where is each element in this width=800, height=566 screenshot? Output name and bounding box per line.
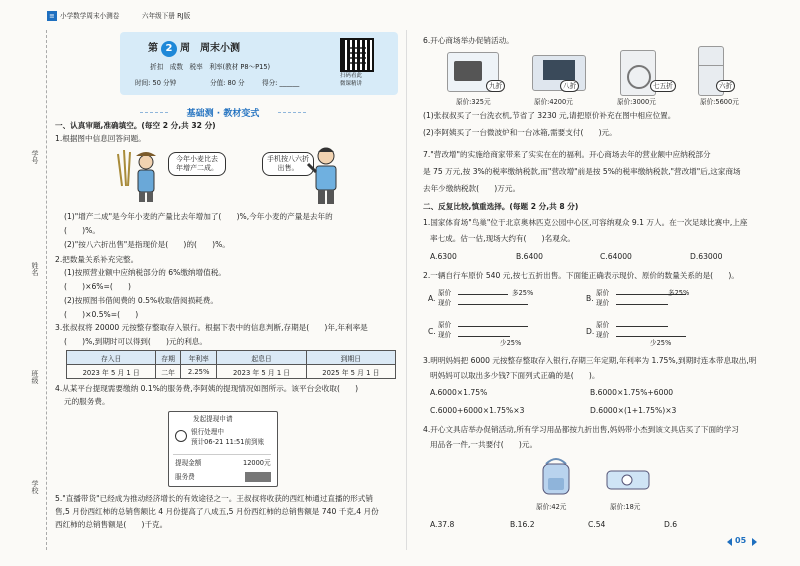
- deposit-table: [66, 350, 396, 379]
- table-header: 存入日: [67, 351, 156, 365]
- card-expected: 预计06-21 11:51前到账: [191, 438, 265, 446]
- q1-1-line2: ( )%。: [64, 226, 100, 235]
- student-number-label: 学号: [31, 150, 39, 164]
- q9c-less-note: 少25%: [500, 339, 522, 347]
- farmer-speech-bubble: 今年小麦比去年增产二成。: [168, 152, 226, 176]
- topics-line: 折扣 成数 税率 利率(教材 P8～P15): [150, 63, 271, 71]
- q2-2-line1: (2)按照图书借阅费的 0.5%收取借阅损耗费。: [64, 296, 218, 305]
- q9-option-c[interactable]: C.: [428, 327, 436, 336]
- q9-option-a[interactable]: A.: [428, 294, 436, 303]
- part1-heading: 一、认真审题,准确填空。(每空 2 分,共 32 分): [55, 121, 216, 130]
- laptop-discount-tag: 八折: [560, 80, 579, 92]
- farmer-illustration: [110, 146, 170, 204]
- card-fee-label: 服务费: [175, 473, 195, 481]
- table-cell: 2023 年 5 月 1 日: [67, 365, 156, 379]
- week-number-badge: 2: [161, 41, 177, 57]
- table-cell: 二年: [156, 365, 181, 379]
- q9b-now-label: 现价: [596, 299, 610, 307]
- q9c-orig-bar: [458, 326, 528, 327]
- q2-stem: 2.把数量关系补充完整。: [55, 255, 139, 264]
- grade-label: 六年级下册 RJ版: [142, 12, 191, 20]
- table-cell: 2.25%: [180, 365, 217, 379]
- q2-1-line2: ( )×6%=( ): [64, 282, 131, 291]
- got-score: 得分: ______: [262, 79, 300, 87]
- q9d-now-bar: [616, 336, 686, 337]
- q10-line2: 明妈妈可以取出多少钱?下面列式正确的是( )。: [430, 371, 600, 380]
- q4-line1: 4.从某平台提现需要缴纳 0.1%的服务费,李阿姨的提现情况如图所示。该平台会收取( ): [55, 384, 359, 393]
- q1-2-line: (2)"按八六折出售"是指现价是( )的( )%。: [64, 240, 230, 249]
- page-number: 05: [735, 536, 747, 545]
- qr-caption-1: 扫码看此: [340, 73, 363, 79]
- cut-line: [46, 30, 47, 550]
- backpack-price: 原价:42元: [536, 503, 567, 511]
- table-header: 到期日: [306, 351, 395, 365]
- q9c-orig-label: 原价: [438, 321, 452, 329]
- q8-option-c[interactable]: C.64000: [600, 252, 632, 261]
- q10-option-c[interactable]: C.6000+6000×1.75%×3: [430, 406, 525, 415]
- card-divider: [173, 454, 271, 455]
- name-label: 姓名: [31, 262, 39, 276]
- q9c-now-label: 现价: [438, 331, 452, 339]
- qr-code-icon[interactable]: [340, 38, 374, 72]
- backpack-image: [538, 456, 574, 498]
- microwave-discount-tag: 九折: [486, 80, 505, 92]
- score-info: 分值: 80 分: [210, 79, 245, 87]
- q11-option-a[interactable]: A.37.8: [430, 520, 455, 529]
- q7-line3: 去年少缴纳税款( )万元。: [423, 184, 521, 193]
- q9-option-d[interactable]: D.: [586, 327, 595, 336]
- q8-option-b[interactable]: B.6400: [516, 252, 543, 261]
- q5-line2: 售,5 月份西红柿的总销售额比 4 月份提高了八成五,5 月份西红柿的总销售额是 740 千克,4 月份: [55, 507, 379, 516]
- card-status: 银行处理中: [191, 428, 224, 436]
- table-header: 年利率: [180, 351, 217, 365]
- section-title: 基础测 · 教材变式: [158, 106, 288, 118]
- q9d-orig-bar: [616, 326, 668, 327]
- q11-option-d[interactable]: D.6: [664, 520, 678, 529]
- q9c-now-bar: [458, 336, 510, 337]
- card-amount-label: 提现金额: [175, 459, 202, 467]
- q9-option-b[interactable]: B.: [586, 294, 594, 303]
- q3-line1: 3.张叔叔将 20000 元按整存整取存入银行。根据下表中的信息判断,存期是( )年,年利率是: [55, 323, 368, 332]
- q9a-now-bar: [458, 304, 528, 305]
- class-label: 班级: [31, 370, 39, 384]
- q2-1-line1: (1)按照营业额中应纳税部分的 6%缴纳增值税。: [64, 268, 226, 277]
- school-label: 学校: [31, 480, 39, 494]
- q5-line1: 5."直播带货"已经成为推动经济增长的有效途径之一。王叔叔将收获的西红柿通过直播的形式销: [55, 494, 373, 503]
- next-page-icon[interactable]: [752, 538, 757, 546]
- fridge-price: 原价:5600元: [700, 98, 739, 106]
- fridge-discount-tag: 六折: [716, 80, 735, 92]
- pencil-case-image: [605, 465, 651, 495]
- q7-line1: 7."营改增"的实施给商家带来了实实在在的福利。开心商场去年的营业额中应纳税部分: [423, 150, 711, 159]
- q1-1-line1: (1)"增产二成"是今年小麦的产量比去年增加了( )%,今年小麦的产量是去年的: [64, 212, 333, 221]
- q10-option-b[interactable]: B.6000×1.75%+6000: [590, 388, 674, 397]
- table-header: 起息日: [217, 351, 306, 365]
- q9-stem: 2.一辆自行车原价 540 元,按七五折出售。下面能正确表示现价、原价的数量关系的是( )。: [423, 271, 739, 280]
- week-title: 周 周末小测: [180, 43, 240, 54]
- q6-1-line: (1)张叔叔买了一台洗衣机,节省了 3230 元,请把原价补充在图中相应位置。: [423, 111, 676, 120]
- prev-page-icon[interactable]: [727, 538, 732, 546]
- laptop-price: 原价:4200元: [534, 98, 573, 106]
- table-cell: 2023 年 5 月 1 日: [217, 365, 306, 379]
- withdraw-card: [168, 411, 278, 487]
- q9b-note: 多25%: [668, 289, 690, 297]
- q5-line3: 西红柿的总销售额是( )千克。: [55, 520, 168, 529]
- man-illustration: [306, 144, 350, 206]
- q9a-orig-label: 原价: [438, 289, 452, 297]
- q9d-less-note: 少25%: [650, 339, 672, 347]
- q10-option-a[interactable]: A.6000×1.75%: [430, 388, 488, 397]
- microwave-price: 原价:325元: [456, 98, 491, 106]
- q9a-note: 多25%: [512, 289, 534, 297]
- washer-discount-tag: 七五折: [650, 80, 676, 92]
- q11-option-b[interactable]: B.16.2: [510, 520, 535, 529]
- column-divider: [406, 30, 407, 550]
- q8-line1: 1.国家体育场"鸟巢"位于北京奥林匹克公园中心区,可容纳观众 9.1 万人。在一次足球比赛中,上座: [423, 218, 748, 227]
- table-cell: 2025 年 5 月 1 日: [306, 365, 395, 379]
- fee-redacted: [245, 472, 271, 482]
- q9a-now-label: 现价: [438, 299, 452, 307]
- time-info: 时间: 50 分钟: [135, 79, 177, 87]
- book-title: 小学数学周末小测卷: [60, 12, 120, 20]
- q4-line2: 元的服务费。: [64, 397, 110, 406]
- q2-2-line2: ( )×0.5%=( ): [64, 310, 139, 319]
- q9b-now-bar: [616, 304, 668, 305]
- card-amount: 12000元: [243, 459, 271, 467]
- part2-heading: 二、反复比较,慎重选择。(每题 2 分,共 8 分): [423, 202, 579, 211]
- q6-2-line: (2)李阿姨买了一台微波炉和一台冰箱,需要支付( )元。: [423, 128, 617, 137]
- q11-line1: 4.开心文具店举办促销活动,所有学习用品都按九折出售,妈妈带小杰到该文具店买了下面的学习: [423, 425, 739, 434]
- card-title: 发起提现申请: [193, 415, 233, 423]
- q7-line2: 是 75 万元,按 3%的税率缴纳税款,而"营改增"前是按 5%的税率缴纳税款,"营改增"后,这家商场: [423, 167, 741, 176]
- q10-line1: 3.明明妈妈把 6000 元按整存整取存入银行,存期三年定期,年利率为 1.75%,到期时连本带息取出,明: [423, 356, 757, 365]
- q6-stem: 6.开心商场举办促销活动。: [423, 36, 514, 45]
- qr-caption-2: 微课精讲: [340, 81, 363, 87]
- q9b-orig-label: 原价: [596, 289, 610, 297]
- q11-option-c[interactable]: C.54: [588, 520, 606, 529]
- q1-stem: 1.根据图中信息回答问题。: [55, 134, 146, 143]
- q10-option-d[interactable]: D.6000×(1+1.75%)×3: [590, 406, 677, 415]
- binding-margin: [0, 0, 52, 566]
- q11-line2: 用品各一件,一共要付( )元。: [430, 440, 538, 449]
- q8-option-d[interactable]: D.63000: [690, 252, 723, 261]
- man-speech-bubble: 手机按八六折出售。: [262, 152, 314, 176]
- q8-option-a[interactable]: A.6300: [430, 252, 457, 261]
- q3-line2: ( )%,到期时可以得到( )元的利息。: [64, 337, 207, 346]
- pencil-case-price: 原价:18元: [610, 503, 641, 511]
- logo-mark: ≡: [49, 12, 55, 20]
- week-prefix: 第: [148, 43, 158, 54]
- q9d-orig-label: 原价: [596, 321, 610, 329]
- q9d-now-label: 现价: [596, 331, 610, 339]
- q8-line2: 率七成。估一估,现场大约有( )名观众。: [430, 234, 576, 243]
- clock-icon: [175, 430, 187, 442]
- q9a-orig-bar: [458, 294, 508, 295]
- washer-price: 原价:3000元: [617, 98, 656, 106]
- table-header: 存期: [156, 351, 181, 365]
